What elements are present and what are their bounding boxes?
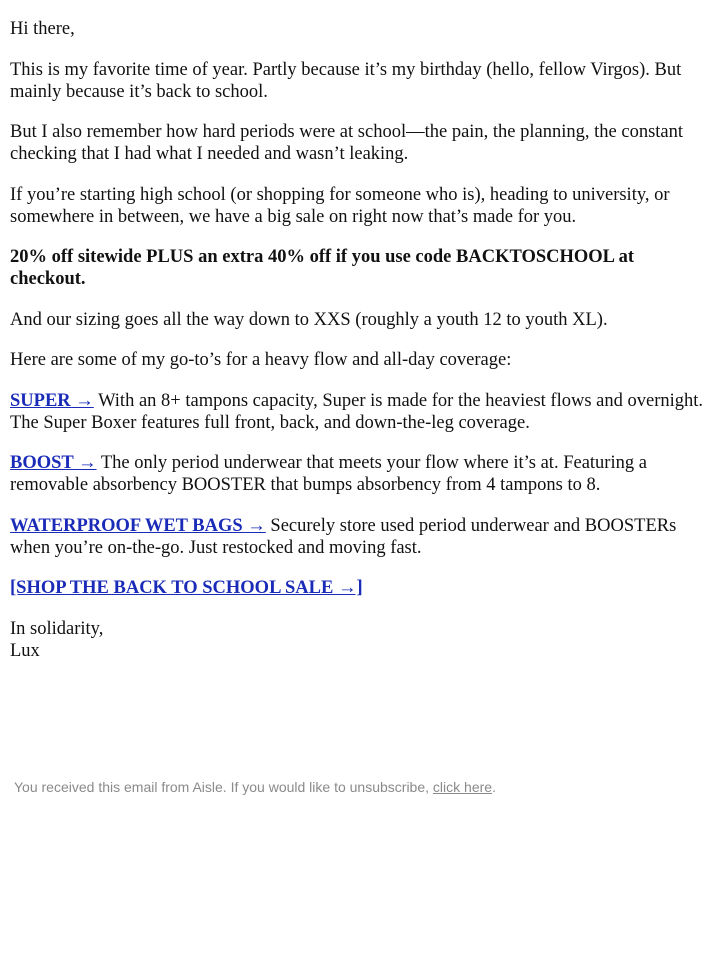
signature: Lux <box>10 640 40 661</box>
product-boost-description: The only period underwear that meets your flow where it’s at. Featuring a removable absorbency BOOSTER that bumps absorbency from 4 tampons to 8. <box>10 453 647 495</box>
unsubscribe-link[interactable]: click here <box>432 779 493 795</box>
product-wet-bags <box>10 515 712 559</box>
footer-period: . <box>492 779 496 795</box>
signoff: In solidarity, <box>10 618 104 639</box>
email-footer <box>14 778 496 796</box>
product-wet-bags-description: Securely store used period underwear and BOOSTERs when you’re on-the-go. Just restocked and moving fast. <box>10 515 677 558</box>
paragraph-school-memories: But I also remember how hard periods were at school—the pain, the planning, the constant checking that I had what I needed and wasn’t leaking. <box>10 122 684 164</box>
super-link[interactable]: SUPER → <box>10 390 94 411</box>
cta-paragraph <box>10 577 712 599</box>
paragraph-sizing: And our sizing goes all the way down to XXS (roughly a youth 12 to youth XL). <box>10 309 608 330</box>
boost-link[interactable]: BOOST → <box>10 453 97 473</box>
product-super <box>10 390 712 434</box>
promo-code-text: 20% off sitewide PLUS an extra 40% off if you use code BACKTOSCHOOL at checkout. <box>10 247 635 289</box>
shop-sale-link[interactable]: [SHOP THE BACK TO SCHOOL SALE →] <box>10 578 363 598</box>
paragraph-birthday: This is my favorite time of year. Partly because it’s my birthday (hello, fellow Virgos). But mainly because it’s back to school. <box>10 59 682 102</box>
email-body <box>10 18 712 680</box>
paragraph-sale-intro: If you’re starting high school (or shopping for someone who is), heading to university, or somewhere in between, we have a big sale on right now that’s made for you. <box>10 184 670 227</box>
footer-text: You received this email from Aisle. If you would like to unsubscribe, <box>14 779 433 795</box>
product-boost <box>10 452 712 496</box>
wet-bags-link[interactable]: WATERPROOF WET BAGS → <box>10 515 266 536</box>
product-super-description: With an 8+ tampons capacity, Super is made for the heaviest flows and overnight. The Super Boxer features full front, back, and down-the-leg coverage. <box>10 390 704 433</box>
paragraph-products-intro: Here are some of my go-to’s for a heavy flow and all-day coverage: <box>10 350 512 370</box>
signoff-block <box>10 618 712 662</box>
greeting: Hi there, <box>10 19 75 39</box>
